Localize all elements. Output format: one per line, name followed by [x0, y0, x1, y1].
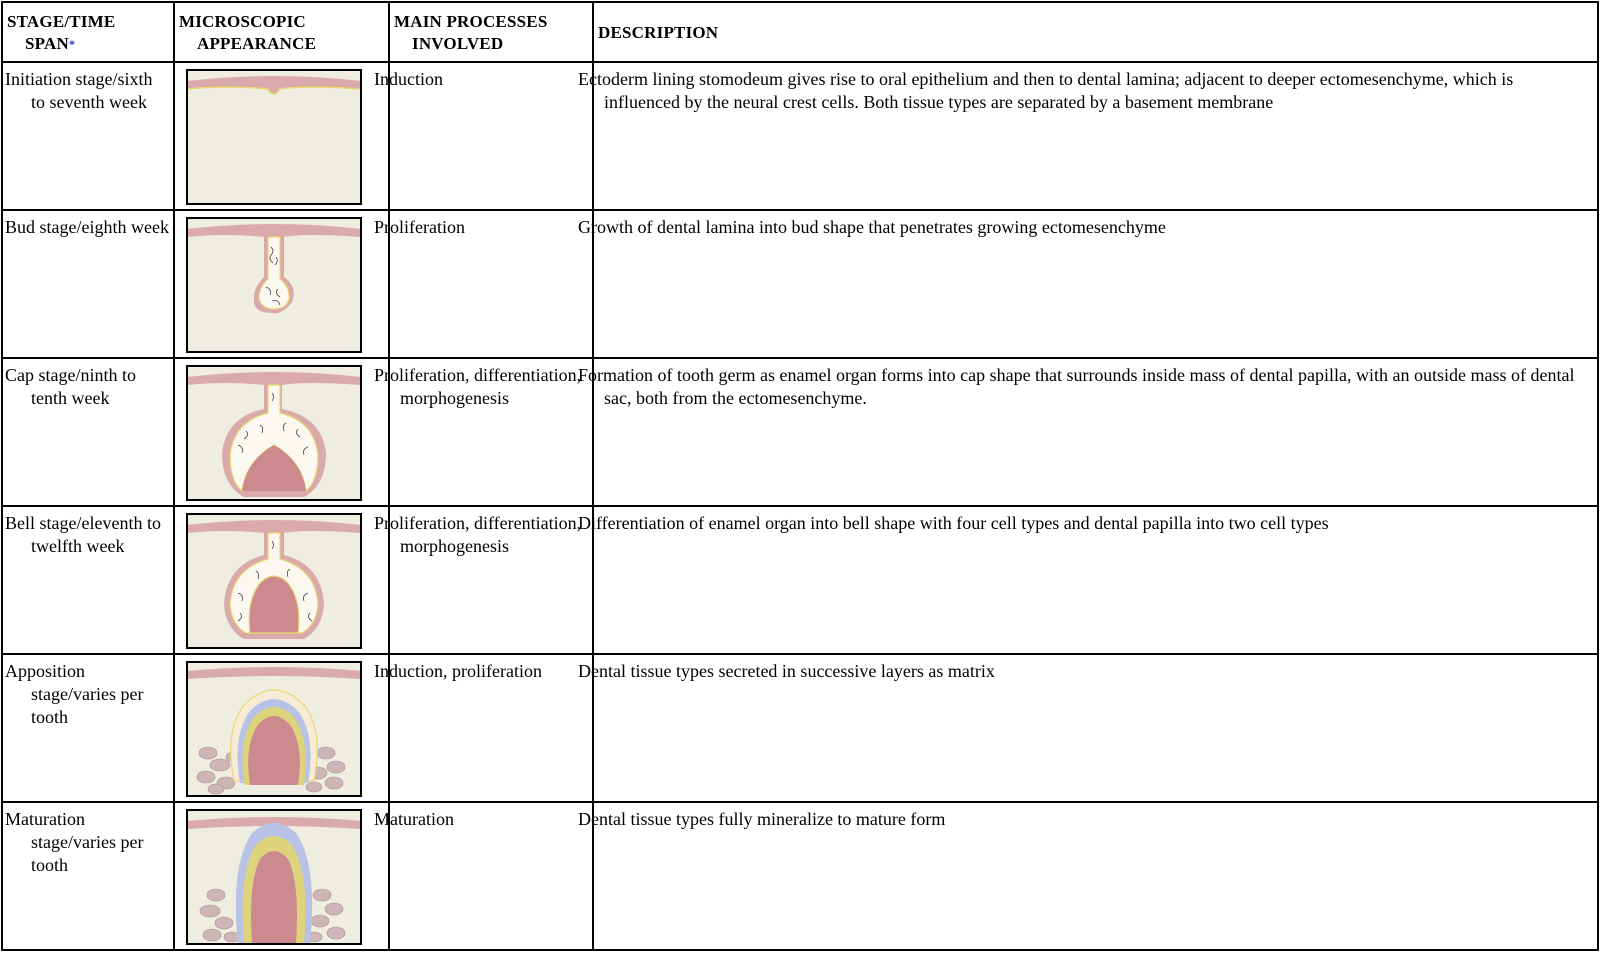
table-row [2, 62, 1598, 210]
table-row [2, 802, 1598, 950]
process-cell: Induction [374, 69, 443, 89]
header-micro-line1: MICROSCOPIC [179, 12, 306, 31]
footnote-marker[interactable]: * [68, 37, 76, 51]
process-cell: Proliferation [374, 217, 465, 237]
process-cell: Proliferation, differentiation, morphogenesis [374, 365, 582, 408]
header-row [2, 2, 1598, 62]
description-cell: Dental tissue types fully mineralize to mature form [578, 809, 946, 829]
description-cell: Growth of dental lamina into bud shape that penetrates growing ectomesenchyme [578, 217, 1166, 237]
apposition-stage-illustration [186, 661, 362, 797]
stage-cell: Bud stage/eighth week [5, 217, 169, 237]
header-process-line1: MAIN PROCESSES [394, 12, 548, 31]
initiation-stage-illustration [186, 69, 362, 205]
stage-cell: Initiation stage/sixth to seventh week [5, 69, 153, 112]
table-row [2, 506, 1598, 654]
cap-stage-illustration [186, 365, 362, 501]
header-stage-line2: SPAN [25, 34, 69, 53]
description-cell: Dental tissue types secreted in successive layers as matrix [578, 661, 995, 681]
description-cell: Ectoderm lining stomodeum gives rise to oral epithelium and then to dental lamina; adjacent to deeper ectomesenchyme, which is influenced by the neural crest cells. Both tissue types are separated by a basement membrane [578, 69, 1514, 112]
description-cell: Formation of tooth germ as enamel organ forms into cap shape that surrounds inside mass of dental papilla, with an outside mass of dental sac, both from the ectomesenchyme. [578, 365, 1575, 408]
table-row [2, 210, 1598, 358]
header-processes [389, 2, 593, 62]
table-row [2, 654, 1598, 802]
header-description-label: DESCRIPTION [598, 23, 719, 42]
description-cell: Differentiation of enamel organ into bell shape with four cell types and dental papilla into two cell types [578, 513, 1329, 533]
header-micro-line2: APPEARANCE [197, 34, 317, 53]
bud-stage-illustration [186, 217, 362, 353]
maturation-stage-illustration [186, 809, 362, 945]
header-process-line2: INVOLVED [412, 34, 504, 53]
header-description [593, 2, 1598, 62]
stage-cell: Maturation stage/varies per tooth [5, 809, 144, 875]
process-cell: Induction, proliferation [374, 661, 542, 681]
stage-cell: Cap stage/ninth to tenth week [5, 365, 136, 408]
stage-cell: Bell stage/eleventh to twelfth week [5, 513, 161, 556]
table-row [2, 358, 1598, 506]
tooth-development-table [1, 1, 1599, 951]
stage-cell: Apposition stage/varies per tooth [5, 661, 144, 727]
bell-stage-illustration [186, 513, 362, 649]
process-cell: Maturation [374, 809, 454, 829]
header-stage [2, 2, 174, 62]
process-cell: Proliferation, differentiation, morphogenesis [374, 513, 582, 556]
header-microscopic [174, 2, 389, 62]
header-stage-line1: STAGE/TIME [7, 12, 116, 31]
